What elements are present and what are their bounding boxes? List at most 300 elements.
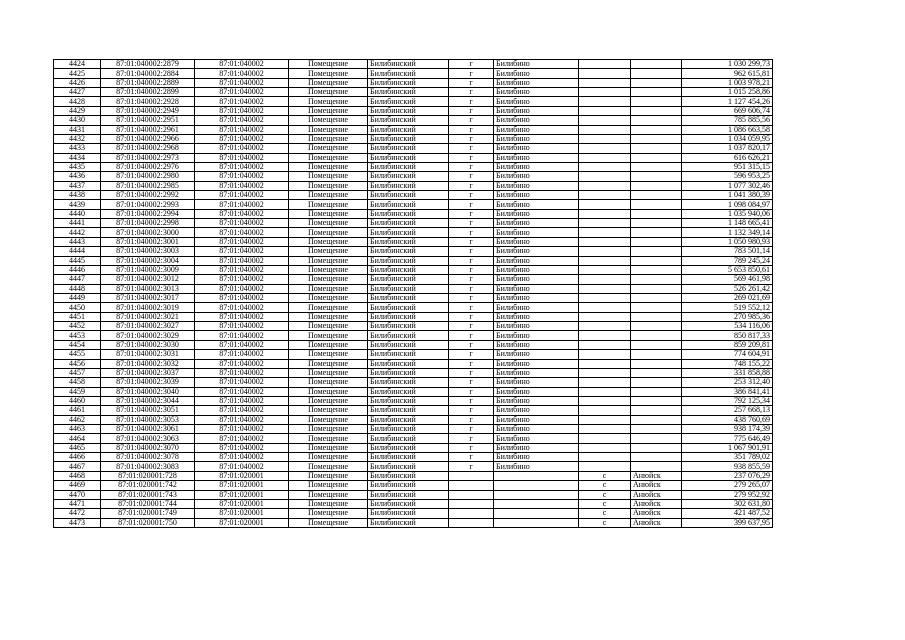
settlement-name-cell (631, 125, 682, 134)
cadastral-number-cell: 87:01:020001:742 (101, 481, 195, 490)
cadastral-value-cell: 279 952,92 (682, 490, 773, 499)
cadastral-number-cell: 87:01:040002:3013 (101, 284, 195, 293)
cadastral-quarter-cell: 87:01:040002 (195, 265, 289, 274)
settlement-name-cell (631, 284, 682, 293)
settlement-prefix-cell (579, 78, 631, 87)
table-row (54, 415, 773, 424)
city-prefix-cell: г (449, 172, 494, 181)
city-name-cell: Билибино (494, 425, 579, 434)
city-prefix-cell: г (449, 106, 494, 115)
settlement-name-cell (631, 425, 682, 434)
cadastral-number-cell: 87:01:040002:3044 (101, 396, 195, 405)
table-row (54, 331, 773, 340)
cadastral-number-cell: 87:01:040002:3037 (101, 368, 195, 377)
city-name-cell: Билибино (494, 368, 579, 377)
city-prefix-cell: г (449, 312, 494, 321)
city-name-cell: Билибино (494, 303, 579, 312)
object-type-cell: Помещение (289, 518, 368, 527)
district-cell: Билибинский (368, 378, 449, 387)
row-number-cell: 4459 (54, 387, 101, 396)
city-prefix-cell: г (449, 116, 494, 125)
city-prefix-cell: г (449, 462, 494, 471)
table-row (54, 434, 773, 443)
cadastral-quarter-cell: 87:01:020001 (195, 509, 289, 518)
table-row (54, 396, 773, 405)
cadastral-number-cell: 87:01:040002:3009 (101, 265, 195, 274)
settlement-prefix-cell (579, 350, 631, 359)
cadastral-quarter-cell: 87:01:040002 (195, 219, 289, 228)
settlement-name-cell (631, 134, 682, 143)
cadastral-quarter-cell: 87:01:020001 (195, 490, 289, 499)
row-number-cell: 4426 (54, 78, 101, 87)
cadastral-value-cell: 962 615,81 (682, 69, 773, 78)
row-number-cell: 4425 (54, 69, 101, 78)
table-row (54, 481, 773, 490)
settlement-name-cell (631, 293, 682, 302)
settlement-prefix-cell (579, 434, 631, 443)
table-row (54, 200, 773, 209)
row-number-cell: 4434 (54, 153, 101, 162)
row-number-cell: 4447 (54, 275, 101, 284)
object-type-cell: Помещение (289, 415, 368, 424)
row-number-cell: 4441 (54, 219, 101, 228)
settlement-name-cell (631, 396, 682, 405)
settlement-name-cell (631, 340, 682, 349)
cadastral-value-cell: 1 077 302,46 (682, 181, 773, 190)
table-row (54, 490, 773, 499)
settlement-name-cell (631, 116, 682, 125)
cadastral-value-cell: 399 637,95 (682, 518, 773, 527)
cadastral-value-cell: 1 034 059,95 (682, 134, 773, 143)
object-type-cell: Помещение (289, 116, 368, 125)
city-prefix-cell: г (449, 425, 494, 434)
cadastral-quarter-cell: 87:01:040002 (195, 191, 289, 200)
district-cell: Билибинский (368, 331, 449, 340)
settlement-name-cell (631, 387, 682, 396)
settlement-prefix-cell (579, 265, 631, 274)
city-prefix-cell: г (449, 396, 494, 405)
district-cell: Билибинский (368, 415, 449, 424)
city-prefix-cell: г (449, 153, 494, 162)
cadastral-value-cell: 951 315,15 (682, 162, 773, 171)
district-cell: Билибинский (368, 134, 449, 143)
district-cell: Билибинский (368, 312, 449, 321)
cadastral-number-cell: 87:01:020001:743 (101, 490, 195, 499)
district-cell: Билибинский (368, 387, 449, 396)
cadastral-number-cell: 87:01:040002:3027 (101, 322, 195, 331)
cadastral-number-cell: 87:01:040002:2980 (101, 172, 195, 181)
settlement-name-cell: Анюйск (631, 481, 682, 490)
row-number-cell: 4463 (54, 425, 101, 434)
table-row (54, 134, 773, 143)
city-name-cell: Билибино (494, 228, 579, 237)
district-cell: Билибинский (368, 322, 449, 331)
city-prefix-cell (449, 490, 494, 499)
settlement-prefix-cell (579, 181, 631, 190)
cadastral-value-cell: 438 760,69 (682, 415, 773, 424)
table-row (54, 209, 773, 218)
table-row (54, 406, 773, 415)
object-type-cell: Помещение (289, 443, 368, 452)
cadastral-value-cell: 270 985,36 (682, 312, 773, 321)
district-cell: Билибинский (368, 191, 449, 200)
cadastral-number-cell: 87:01:040002:3001 (101, 237, 195, 246)
row-number-cell: 4437 (54, 181, 101, 190)
object-type-cell: Помещение (289, 181, 368, 190)
district-cell: Билибинский (368, 172, 449, 181)
city-prefix-cell: г (449, 284, 494, 293)
table-row (54, 453, 773, 462)
district-cell: Билибинский (368, 368, 449, 377)
object-type-cell: Помещение (289, 162, 368, 171)
table-row (54, 275, 773, 284)
settlement-prefix-cell (579, 228, 631, 237)
settlement-name-cell (631, 350, 682, 359)
table-row (54, 340, 773, 349)
settlement-name-cell: Анюйск (631, 471, 682, 480)
object-type-cell: Помещение (289, 265, 368, 274)
cadastral-number-cell: 87:01:040002:2992 (101, 191, 195, 200)
settlement-prefix-cell (579, 153, 631, 162)
table-row (54, 125, 773, 134)
object-type-cell: Помещение (289, 434, 368, 443)
city-prefix-cell: г (449, 340, 494, 349)
table-row (54, 322, 773, 331)
settlement-prefix-cell: с (579, 499, 631, 508)
cadastral-quarter-cell: 87:01:040002 (195, 303, 289, 312)
city-prefix-cell: г (449, 368, 494, 377)
cadastral-quarter-cell: 87:01:020001 (195, 518, 289, 527)
cadastral-value-cell: 302 631,80 (682, 499, 773, 508)
district-cell: Билибинский (368, 60, 449, 69)
cadastral-value-cell: 279 265,07 (682, 481, 773, 490)
city-name-cell: Билибино (494, 350, 579, 359)
district-cell: Билибинский (368, 162, 449, 171)
city-name-cell: Билибино (494, 116, 579, 125)
table-row (54, 247, 773, 256)
object-type-cell: Помещение (289, 368, 368, 377)
cadastral-quarter-cell: 87:01:040002 (195, 78, 289, 87)
table-row (54, 499, 773, 508)
table-row (54, 228, 773, 237)
cadastral-value-cell: 1 086 663,58 (682, 125, 773, 134)
row-number-cell: 4468 (54, 471, 101, 480)
district-cell: Билибинский (368, 425, 449, 434)
cadastral-value-cell: 331 858,88 (682, 368, 773, 377)
cadastral-value-cell: 616 626,21 (682, 153, 773, 162)
cadastral-value-cell: 596 953,25 (682, 172, 773, 181)
settlement-name-cell (631, 60, 682, 69)
cadastral-quarter-cell: 87:01:040002 (195, 293, 289, 302)
row-number-cell: 4467 (54, 462, 101, 471)
cadastral-value-cell: 257 668,13 (682, 406, 773, 415)
cadastral-number-cell: 87:01:040002:2998 (101, 219, 195, 228)
district-cell: Билибинский (368, 181, 449, 190)
cadastral-value-cell: 774 604,91 (682, 350, 773, 359)
object-type-cell: Помещение (289, 144, 368, 153)
object-type-cell: Помещение (289, 97, 368, 106)
city-prefix-cell: г (449, 209, 494, 218)
cadastral-quarter-cell: 87:01:040002 (195, 134, 289, 143)
settlement-prefix-cell (579, 396, 631, 405)
table-row (54, 219, 773, 228)
table-row (54, 284, 773, 293)
city-name-cell: Билибино (494, 453, 579, 462)
row-number-cell: 4473 (54, 518, 101, 527)
city-name-cell: Билибино (494, 256, 579, 265)
district-cell: Билибинский (368, 340, 449, 349)
cadastral-number-cell: 87:01:040002:3053 (101, 415, 195, 424)
settlement-prefix-cell (579, 69, 631, 78)
cadastral-number-cell: 87:01:040002:3078 (101, 453, 195, 462)
cadastral-number-cell: 87:01:040002:3039 (101, 378, 195, 387)
row-number-cell: 4472 (54, 509, 101, 518)
district-cell: Билибинский (368, 125, 449, 134)
object-type-cell: Помещение (289, 209, 368, 218)
city-prefix-cell (449, 518, 494, 527)
district-cell: Билибинский (368, 443, 449, 452)
cadastral-number-cell: 87:01:040002:2884 (101, 69, 195, 78)
settlement-name-cell (631, 312, 682, 321)
cadastral-value-cell: 253 312,40 (682, 378, 773, 387)
city-prefix-cell: г (449, 350, 494, 359)
settlement-prefix-cell: с (579, 481, 631, 490)
settlement-name-cell (631, 153, 682, 162)
row-number-cell: 4453 (54, 331, 101, 340)
district-cell: Билибинский (368, 256, 449, 265)
table-row (54, 144, 773, 153)
cadastral-quarter-cell: 87:01:040002 (195, 406, 289, 415)
city-prefix-cell: г (449, 378, 494, 387)
table-row (54, 462, 773, 471)
row-number-cell: 4444 (54, 247, 101, 256)
city-name-cell: Билибино (494, 88, 579, 97)
cadastral-quarter-cell: 87:01:020001 (195, 471, 289, 480)
table-row (54, 106, 773, 115)
city-name-cell: Билибино (494, 237, 579, 246)
row-number-cell: 4432 (54, 134, 101, 143)
cadastral-value-cell: 789 245,24 (682, 256, 773, 265)
cadastral-quarter-cell: 87:01:040002 (195, 256, 289, 265)
cadastral-quarter-cell: 87:01:040002 (195, 153, 289, 162)
object-type-cell: Помещение (289, 471, 368, 480)
city-prefix-cell: г (449, 453, 494, 462)
settlement-name-cell (631, 106, 682, 115)
settlement-prefix-cell (579, 219, 631, 228)
cadastral-quarter-cell: 87:01:040002 (195, 97, 289, 106)
city-prefix-cell: г (449, 293, 494, 302)
cadastral-value-cell: 850 817,33 (682, 331, 773, 340)
district-cell: Билибинский (368, 200, 449, 209)
city-prefix-cell: г (449, 228, 494, 237)
cadastral-number-cell: 87:01:040002:2966 (101, 134, 195, 143)
cadastral-number-cell: 87:01:040002:3000 (101, 228, 195, 237)
cadastral-number-cell: 87:01:040002:2968 (101, 144, 195, 153)
city-prefix-cell: г (449, 331, 494, 340)
settlement-name-cell (631, 200, 682, 209)
settlement-prefix-cell: с (579, 490, 631, 499)
settlement-name-cell (631, 322, 682, 331)
cadastral-value-cell: 1 003 978,21 (682, 78, 773, 87)
cadastral-quarter-cell: 87:01:040002 (195, 88, 289, 97)
row-number-cell: 4458 (54, 378, 101, 387)
city-prefix-cell: г (449, 200, 494, 209)
object-type-cell: Помещение (289, 106, 368, 115)
table-row (54, 359, 773, 368)
cadastral-number-cell: 87:01:040002:3063 (101, 434, 195, 443)
city-prefix-cell: г (449, 275, 494, 284)
cadastral-quarter-cell: 87:01:020001 (195, 481, 289, 490)
cadastral-quarter-cell: 87:01:040002 (195, 359, 289, 368)
cadastral-quarter-cell: 87:01:040002 (195, 368, 289, 377)
cadastral-number-cell: 87:01:040002:2879 (101, 60, 195, 69)
city-name-cell: Билибино (494, 340, 579, 349)
table-row (54, 97, 773, 106)
city-name-cell: Билибино (494, 60, 579, 69)
settlement-prefix-cell (579, 209, 631, 218)
table-row (54, 303, 773, 312)
cadastral-value-cell: 1 037 820,17 (682, 144, 773, 153)
city-prefix-cell: г (449, 359, 494, 368)
cadastral-number-cell: 87:01:040002:3021 (101, 312, 195, 321)
city-name-cell (494, 509, 579, 518)
settlement-prefix-cell (579, 406, 631, 415)
district-cell: Билибинский (368, 359, 449, 368)
district-cell: Билибинский (368, 97, 449, 106)
table-row (54, 368, 773, 377)
row-number-cell: 4433 (54, 144, 101, 153)
row-number-cell: 4448 (54, 284, 101, 293)
settlement-prefix-cell (579, 453, 631, 462)
settlement-name-cell: Анюйск (631, 499, 682, 508)
settlement-name-cell (631, 275, 682, 284)
district-cell: Билибинский (368, 350, 449, 359)
settlement-prefix-cell (579, 237, 631, 246)
cadastral-value-cell: 519 552,12 (682, 303, 773, 312)
table-row (54, 237, 773, 246)
district-cell: Билибинский (368, 293, 449, 302)
city-prefix-cell: г (449, 60, 494, 69)
city-name-cell: Билибино (494, 153, 579, 162)
city-name-cell: Билибино (494, 359, 579, 368)
district-cell: Билибинский (368, 284, 449, 293)
city-name-cell: Билибино (494, 284, 579, 293)
settlement-prefix-cell (579, 125, 631, 134)
cadastral-value-table (53, 59, 773, 528)
settlement-prefix-cell (579, 247, 631, 256)
city-name-cell: Билибино (494, 172, 579, 181)
settlement-prefix-cell (579, 97, 631, 106)
cadastral-number-cell: 87:01:040002:2949 (101, 106, 195, 115)
city-prefix-cell: г (449, 247, 494, 256)
city-name-cell: Билибино (494, 293, 579, 302)
city-prefix-cell: г (449, 125, 494, 134)
city-name-cell (494, 481, 579, 490)
row-number-cell: 4455 (54, 350, 101, 359)
district-cell: Билибинский (368, 499, 449, 508)
district-cell: Билибинский (368, 275, 449, 284)
settlement-name-cell: Анюйск (631, 518, 682, 527)
object-type-cell: Помещение (289, 228, 368, 237)
cadastral-value-cell: 938 174,39 (682, 425, 773, 434)
cadastral-number-cell: 87:01:040002:3040 (101, 387, 195, 396)
cadastral-value-cell: 269 021,69 (682, 293, 773, 302)
cadastral-quarter-cell: 87:01:040002 (195, 396, 289, 405)
city-prefix-cell: г (449, 88, 494, 97)
city-name-cell: Билибино (494, 200, 579, 209)
table-row (54, 509, 773, 518)
district-cell: Билибинский (368, 88, 449, 97)
city-name-cell: Билибино (494, 312, 579, 321)
district-cell: Билибинский (368, 106, 449, 115)
row-number-cell: 4446 (54, 265, 101, 274)
city-prefix-cell: г (449, 434, 494, 443)
cadastral-quarter-cell: 87:01:040002 (195, 172, 289, 181)
settlement-prefix-cell (579, 322, 631, 331)
object-type-cell: Помещение (289, 191, 368, 200)
object-type-cell: Помещение (289, 490, 368, 499)
cadastral-number-cell: 87:01:040002:3070 (101, 443, 195, 452)
settlement-name-cell (631, 181, 682, 190)
settlement-prefix-cell (579, 443, 631, 452)
cadastral-number-cell: 87:01:040002:2951 (101, 116, 195, 125)
cadastral-number-cell: 87:01:020001:728 (101, 471, 195, 480)
object-type-cell: Помещение (289, 322, 368, 331)
object-type-cell: Помещение (289, 481, 368, 490)
city-prefix-cell: г (449, 387, 494, 396)
settlement-name-cell (631, 88, 682, 97)
city-name-cell: Билибино (494, 434, 579, 443)
settlement-name-cell (631, 265, 682, 274)
district-cell: Билибинский (368, 490, 449, 499)
city-name-cell (494, 471, 579, 480)
cadastral-number-cell: 87:01:020001:749 (101, 509, 195, 518)
city-prefix-cell: г (449, 191, 494, 200)
settlement-name-cell (631, 443, 682, 452)
city-name-cell: Билибино (494, 209, 579, 218)
table-row (54, 425, 773, 434)
settlement-name-cell (631, 69, 682, 78)
city-name-cell: Билибино (494, 125, 579, 134)
settlement-name-cell: Анюйск (631, 509, 682, 518)
cadastral-number-cell: 87:01:040002:2961 (101, 125, 195, 134)
cadastral-value-cell: 792 125,34 (682, 396, 773, 405)
row-number-cell: 4431 (54, 125, 101, 134)
cadastral-quarter-cell: 87:01:040002 (195, 443, 289, 452)
row-number-cell: 4439 (54, 200, 101, 209)
table-row (54, 518, 773, 527)
object-type-cell: Помещение (289, 256, 368, 265)
settlement-name-cell (631, 462, 682, 471)
cadastral-quarter-cell: 87:01:040002 (195, 237, 289, 246)
object-type-cell: Помещение (289, 219, 368, 228)
cadastral-value-cell: 1 127 454,26 (682, 97, 773, 106)
settlement-name-cell (631, 191, 682, 200)
object-type-cell: Помещение (289, 303, 368, 312)
city-name-cell: Билибино (494, 406, 579, 415)
settlement-prefix-cell (579, 331, 631, 340)
city-name-cell (494, 499, 579, 508)
city-name-cell: Билибино (494, 378, 579, 387)
district-cell: Билибинский (368, 396, 449, 405)
row-number-cell: 4466 (54, 453, 101, 462)
object-type-cell: Помещение (289, 312, 368, 321)
table-row (54, 60, 773, 69)
table-row (54, 181, 773, 190)
settlement-name-cell (631, 406, 682, 415)
settlement-prefix-cell (579, 378, 631, 387)
district-cell: Билибинский (368, 153, 449, 162)
